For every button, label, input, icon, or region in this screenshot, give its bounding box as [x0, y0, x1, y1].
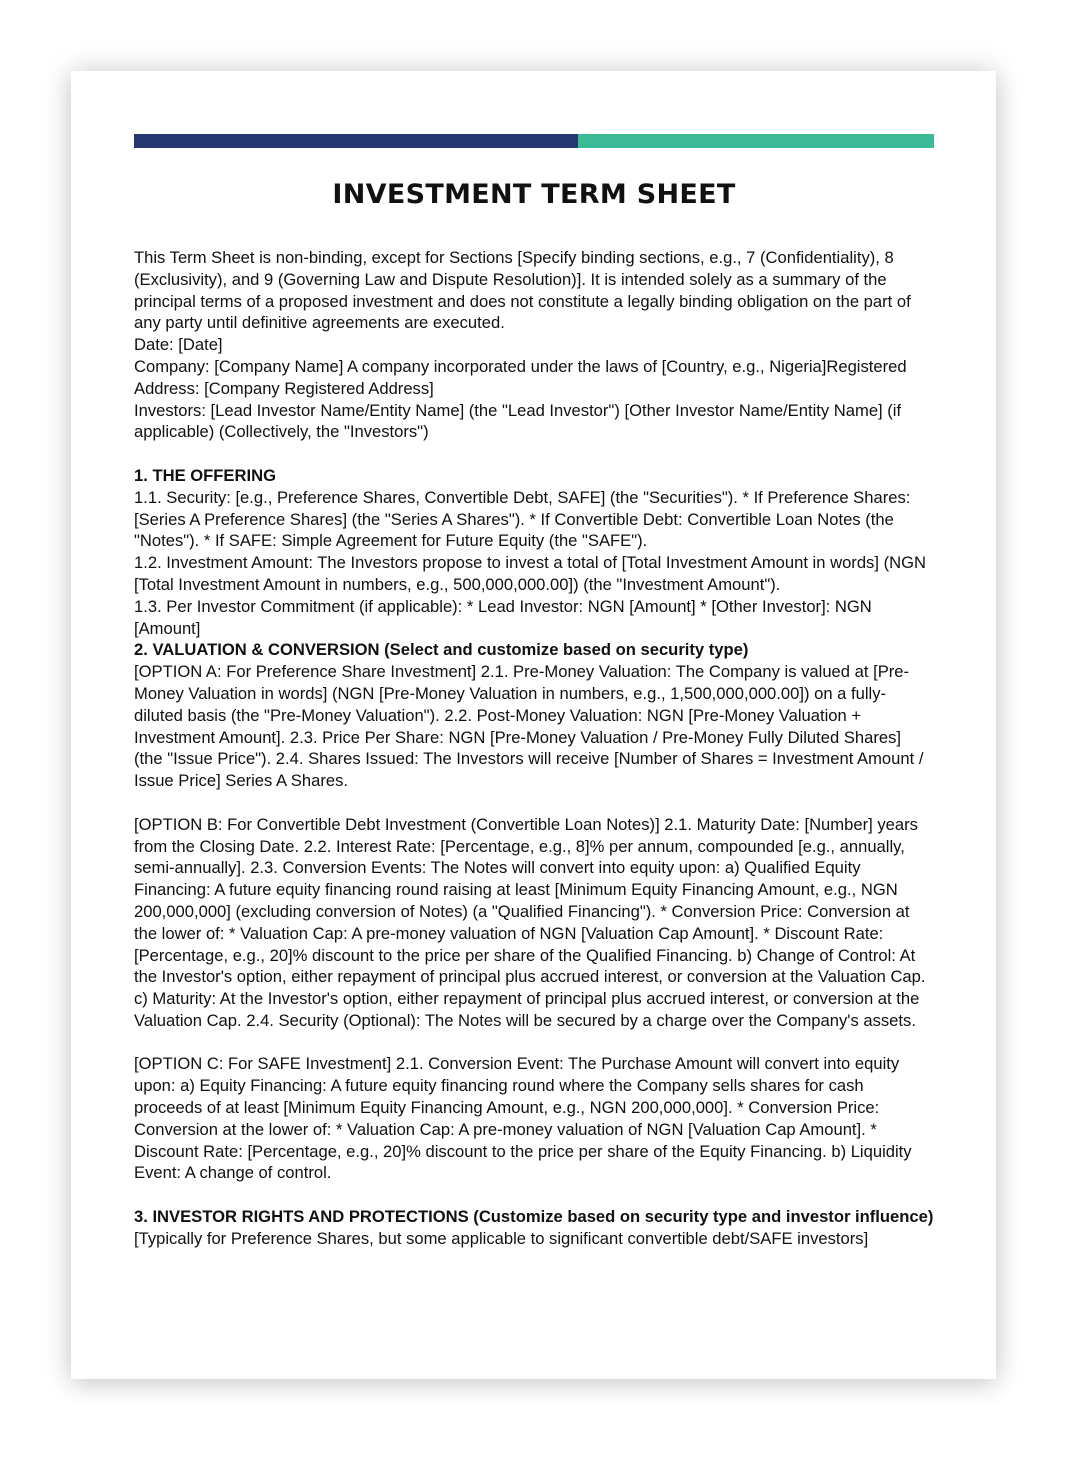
section-3-heading: 3. INVESTOR RIGHTS AND PROTECTIONS (Customize based on security type and investor influence) — [134, 1207, 934, 1227]
section-3-note: [Typically for Preference Shares, but some applicable to significant convertible debt/SAFE investors] — [134, 1228, 869, 1248]
date-line: Date: [Date] — [134, 335, 223, 355]
document-title: INVESTMENT TERM SHEET — [332, 179, 736, 210]
section-1-clause-3: 1.3. Per Investor Commitment (if applicable): * Lead Investor: NGN [Amount] * [Other Investor]: NGN [Amount] — [134, 596, 872, 638]
company-line: Company: [Company Name] A company incorporated under the laws of [Country, e.g., Nigeria]Registered Address: [Company Registered Address] — [134, 356, 907, 398]
spacer — [134, 792, 934, 814]
section-2-heading: 2. VALUATION & CONVERSION (Select and customize based on security type) — [134, 640, 749, 660]
investors-line: Investors: [Lead Investor Name/Entity Name] (the "Lead Investor") [Other Investor Name/Entity Name] (if applicable) (Collectively, the "Investors") — [134, 400, 902, 442]
header-accent-bar-navy — [134, 134, 578, 148]
header-accent-bar-teal — [578, 134, 934, 148]
spacer — [134, 1184, 934, 1206]
section-1-heading: 1. THE OFFERING — [134, 465, 276, 485]
section-1-clause-2: 1.2. Investment Amount: The Investors propose to invest a total of [Total Investment Amount in words] (NGN [Total Investment Amount in numbers, e.g., 500,000,000.00]) (the "Investment Amount"). — [134, 553, 926, 594]
document-page — [71, 71, 996, 1379]
document-body — [134, 247, 934, 1250]
section-2-option-a: [OPTION A: For Preference Share Investment] 2.1. Pre-Money Valuation: The Company is valued at [Pre-Money Valuation in words] (NGN [Pre-Money Valuation in numbers, e.g., 1,500,000,000.00]) on a fully-diluted basis (the "Pre-Money Valuation"). 2.2. Post-Money Valuation: NGN [Pre-Money Valuation + Investment Amount]. 2.3. Price Per Share: NGN [Pre-Money Valuation / Pre-Money Fully Diluted Shares] (the "Issue Price"). 2.4. Shares Issued: The Investors will receive [Number of Shares = Investment Amount / Issue Price] Series A Shares. — [134, 662, 924, 791]
section-1-clause-1: 1.1. Security: [e.g., Preference Shares, Convertible Debt, SAFE] (the "Securities"). * If Preference Shares: [Series A Preference Shares] (the "Series A Shares"). * If Convertible Debt: Convertible Loan Notes (the "Notes"). * If SAFE: Simple Agreement for Future Equity (the "SAFE"). — [134, 487, 911, 551]
section-2-option-c: [OPTION C: For SAFE Investment] 2.1. Conversion Event: The Purchase Amount will convert into equity upon: a) Equity Financing: A future equity financing round where the Company sells shares for cash proceeds of at least [Minimum Equity Financing Amount, e.g., NGN 200,000,000]. * Conversion Price: Conversion at the lower of: * Valuation Cap: A pre-money valuation of NGN [Valuation Cap Amount]. * Discount Rate: [Percentage, e.g., 20]% discount to the price per share of the Equity Financing. b) Liquidity Event: A change of control. — [134, 1054, 912, 1183]
header-accent-bar — [134, 134, 934, 148]
section-2-option-b: [OPTION B: For Convertible Debt Investment (Convertible Loan Notes)] 2.1. Maturity Date: [Number] years from the Closing Date. 2.2. Interest Rate: [Percentage, e.g., 8]% per annum, compounded [e.g., annually, semi-annually]. 2.3. Conversion Events: The Notes will convert into equity upon: a) Qualified Equity Financing: A future equity financing round raising at least [Minimum Equity Financing Amount, e.g., NGN 200,000,000] (excluding conversion of Notes) (a "Qualified Financing"). * Conversion Price: Conversion at the lower of: * Valuation Cap: A pre-money valuation of NGN [Valuation Cap Amount]. * Discount Rate: [Percentage, e.g., 20]% discount to the price per share of the Qualified Financing. b) Change of Control: At the Investor's option, either repayment of principal plus accrued interest, or conversion at the Valuation Cap. c) Maturity: At the Investor's option, either repayment of principal plus accrued interest, or conversion at the Valuation Cap. 2.4. Security (Optional): The Notes will be secured by a charge over the Company's assets. — [134, 814, 926, 1030]
spacer — [134, 1032, 934, 1054]
intro-paragraph: This Term Sheet is non-binding, except for Sections [Specify binding sections, e.g., 7 (Confidentiality), 8 (Exclusivity), and 9 (Governing Law and Dispute Resolution)]. It is intended solely as a summary of the principal terms of a proposed investment and does not constitute a legally binding obligation on the part of any party until definitive agreements are executed. — [134, 248, 911, 333]
spacer — [134, 443, 934, 465]
